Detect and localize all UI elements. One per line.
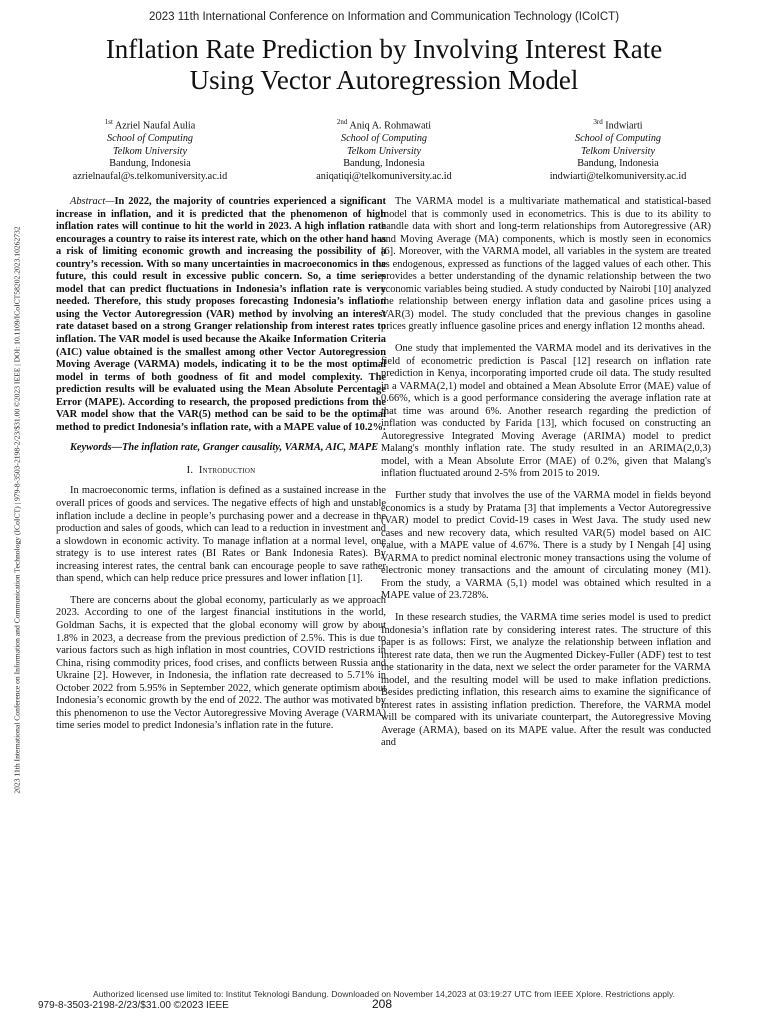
author-name-text: Azriel Naufal Aulia (114, 120, 196, 132)
author-dept: School of Computing (106, 132, 194, 144)
intro-paragraph-2: There are concerns about the global economy, particularly as we approach 2023. According to one of the largest financial institutions in the world, Goldman Sachs, it is expected that the global economy will grow by about 1.8% in 2023, a decrease from the previous prediction of 2.5%. This is due to various factors such as high inflation in most countries, COVID restrictions in China, rising commodity prices, food crises, and conflicts between Russia and Ukraine [2]. However, in Indonesia, the inflation rate decreased to 5.71% in October 2022 from 5.95% in September 2022, which generate optimism about Indonesia’s economic growth by the end of 2022. The author was motivated by this phenomenon to use the Vector Autoregressive Moving Average (VARMA) time series model to predict Indonesia’s inflation rate in the future. (56, 594, 386, 732)
author-name-text: Aniq A. Rohmawati (349, 120, 432, 132)
right-paragraph-2: One study that implemented the VARMA model and its derivatives in the field of econometric prediction is Pascal [12] research on inflation rate prediction in Kenya, incorporating imported crude oil data. The study resulted in a VARMA(2,1) model and obtained a Mean Absolute Error (MAE) value of 0.66%, which is a good performance considering the average inflation rate at that time was around 6%. Another research regarding the prediction of inflation was conducted by Farida [13], which focused on constructing an Autoregressive Integrated Moving Average (ARIMA) model to predict Malang's monthly inflation rate. The study resulted in an ARIMA(2,0,3) model, with a Mean Absolute Error (MAE) of 0.2%, given that Malang's inflation fluctuated around 2-5% from 2015 to 2019. (381, 343, 711, 480)
left-column (56, 196, 386, 742)
isbn-footer: 979-8-3503-2198-2/23/$31.00 ©2023 IEEE (38, 1000, 229, 1011)
section-number: I. (186, 464, 194, 476)
author-2 (274, 116, 494, 183)
author-ordinal: 2nd (336, 118, 348, 126)
section-title: Introduction (198, 464, 256, 476)
author-name (508, 116, 728, 133)
author-name-text: Indwiarti (605, 120, 643, 132)
keywords-lead: Keywords— (70, 442, 122, 454)
title-line-1: Inflation Rate Prediction by Involving Interest Rate (105, 34, 663, 64)
author-name (274, 116, 494, 133)
right-paragraph-1: The VARMA model is a multivariate mathematical and statistical-based model that is commonly used in econometrics. This is due to its ability to handle data with short and long-term relationships from Autoregressive (AR) and Moving Average (MA) components, which is mostly seen in economics [6]. Moreover, with the VARMA model, all variables in the system are treated as endogenous, expressed as functions of the lagged values of each other. This provides a better understanding of the dynamic relationship between the two economic variables being studied. A study conducted by Nairobi [10] analyzed the relationship between energy inflation data and gasoline prices using a VAR(3) model. The study concluded that the previous changes in gasoline prices greatly influence gasoline prices and energy inflation 12 months ahead. (381, 196, 711, 333)
author-1 (40, 116, 260, 183)
keywords (56, 442, 386, 455)
right-column (381, 196, 711, 759)
author-univ: Telkom University (346, 145, 422, 157)
author-name (40, 116, 260, 133)
abstract (56, 196, 386, 434)
right-paragraph-4: In these research studies, the VARMA time series model is used to predict Indonesia’s inflation rate by considering interest rates. The structure of this paper is as follows: First, we analyze the relationship between inflation and interest rate data, then we run the Augmented Dickey-Fuller (ADF) test to test the stationarity in the data, next we select the order parameter for the VARMA model, and the resulting model will be used to make inflation predictions. Besides predicting inflation, this research aims to examine the significance of interest rates in assisting inflation prediction. Therefore, the VARMA model will be compared with its univariate counterpart, the Autoregressive Moving Average (ARMA), based on its MAPE value. After the result was conducted and (381, 611, 711, 749)
author-3 (508, 116, 728, 183)
right-paragraph-3: Further study that involves the use of the VARMA model in fields beyond economics is a study by Pratama [3] that implements a Vector Autoregressive (VAR) model to predict Covid-19 cases in West Java. The study used new cases and new recovery data, which resulted VAR(5) model based on AIC value, with a MAPE value of 4.67%. There is a study by I Nengah [4] using VARMA to predict nominal electronic money transactions using the volume of electronic money transactions and the amount of circulating money (M1). From the study, a VARMA (5,1) model was obtained which resulted in a MAPE value of 23.728%. (381, 490, 711, 602)
author-dept: School of Computing (574, 132, 662, 144)
author-univ: Telkom University (112, 145, 188, 157)
paper-title (40, 34, 728, 96)
page-number: 208 (372, 997, 393, 1011)
author-univ: Telkom University (580, 145, 656, 157)
conference-header: 2023 11th International Conference on Information and Communication Technology (ICoICT) (148, 11, 620, 23)
author-email[interactable]: aniqatiqi@telkomuniversity.ac.id (316, 170, 452, 182)
side-doi-strip (10, 150, 24, 870)
author-email[interactable]: azrielnaufal@s.telkomuniversity.ac.id (72, 170, 228, 182)
intro-paragraph-1: In macroeconomic terms, inflation is defined as a sustained increase in the overall prices of goods and services. The negative effects of high and unstable inflation include a decline in people’s purchasing power and a decrease in the production and sales of goods, which can lead to a reduction in investment and a slowdown in economic activity. To manage inflation at a normal level, one strategy is to use interest rates (BI Rates or Bank Indonesia Rates). By increasing interest rates, the central bank can encourage people to save rather than spend, which can help reduce price pressures and lower inflation [1]. (56, 485, 386, 585)
author-city: Bandung, Indonesia (343, 158, 425, 170)
title-line-2: Using Vector Autoregression Model (189, 65, 579, 95)
author-ordinal: 1st (104, 118, 113, 126)
author-ordinal: 3rd (593, 118, 603, 126)
author-email[interactable]: indwiarti@telkomuniversity.ac.id (549, 170, 687, 182)
license-footer: Authorized licensed use limited to: Institut Teknologi Bandung. Downloaded on November 14,2023 at 03:19:27 UTC from IEEE Xplore. Restrictions apply. (93, 989, 675, 999)
side-doi-text: 2023 11th International Conference on Information and Communication Technology (ICoICT) | 979-8-3503-2198-2/23/$31.00 ©2023 IEEE | DOI: 10.1109/ICoICT58202.2023.10262732 (12, 226, 22, 794)
section-heading (56, 465, 386, 478)
author-block (40, 116, 728, 183)
abstract-body: In 2022, the majority of countries experienced a significant increase in inflation, and it is predicted that the phenomenon of high inflation rates will continue to hit the world in 2023. A high inflation rate encourages a country to raise its interest rate, which on the other hand has a risk of limiting economic growth and increasing the possibility of a country’s recession. With so many uncertainties in macroeconomics in the future, this could result in excessive public concern. So, a time series model that can predict fluctuations in Indonesia’s inflation rate is very needed. Therefore, this study proposes forecasting Indonesia’s inflation using the Vector Autoregression (VAR) method by involving an interest rate dataset based on a strong Granger relationship from interest rates to inflation. The VAR model is used because the Akaike Information Criteria (AIC) value obtained is the smallest among other Vector Autoregression Moving Average (VARMA) models, indicating it to be the most optimal model in terms of both goodness of fit and model complexity. The prediction results will be evaluated using the Mean Absolute Percentage Error (MAPE). According to research, the proposed predictions from the VAR model show that the VAR(5) method can be said to be the optimal method to predict Indonesia’s inflation rate, with a MAPE value of 10.2%. (56, 196, 386, 433)
author-city: Bandung, Indonesia (577, 158, 659, 170)
author-city: Bandung, Indonesia (109, 158, 191, 170)
author-dept: School of Computing (340, 132, 428, 144)
keywords-body: The inflation rate, Granger causality, VARMA, AIC, MAPE (121, 442, 379, 454)
abstract-lead: Abstract— (70, 196, 115, 207)
